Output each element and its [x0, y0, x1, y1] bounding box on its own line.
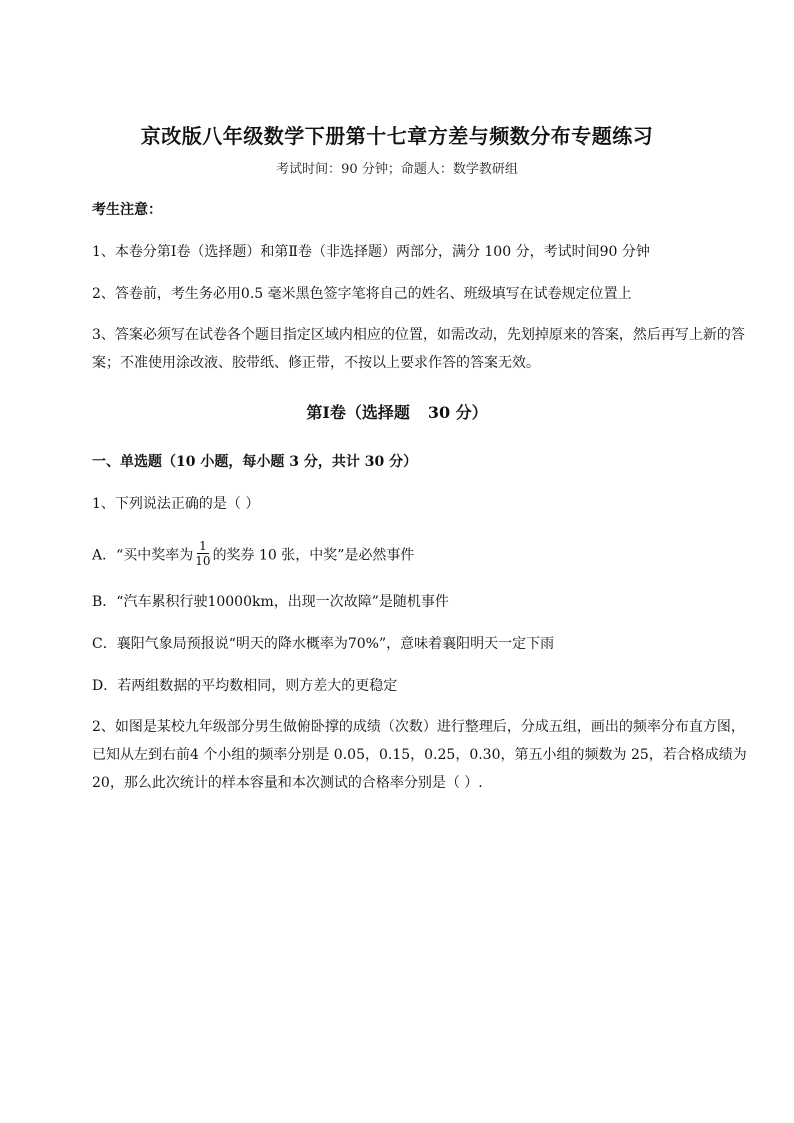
exam-title: 京改版八年级数学下册第十七章方差与频数分布专题练习	[140, 124, 654, 148]
notice-item-3: 3、答案必须写在试卷各个题目指定区域内相应的位置，如需改动，先划掉原来的答案，然后再写上新的答案；不准使用涂改液、胶带纸、修正带，不按以上要求作答的答案无效。	[92, 327, 745, 371]
question-2-stem: 2、如图是某校九年级部分男生做俯卧撑的成绩（次数）进行整理后，分成五组，画出的频率分布直方图，已知从左到右前4 个小组的频率分别是 0.05，0.15，0.25，0.30，第五小组的频数为 25，若合格成绩为 20，那么此次统计的样本容量和本次测试的合格率分别是（ ）.	[92, 719, 747, 791]
section-title	[0, 400, 794, 423]
option-a-text-before: A．“买中奖率为	[92, 547, 194, 564]
question-1-option-b: B．“汽车累积行驶10000km，出现一次故障”是随机事件	[92, 594, 449, 610]
notice-item-1: 1、本卷分第Ⅰ卷（选择题）和第Ⅱ卷（非选择题）两部分，满分 100 分，考试时间90 分钟	[92, 244, 650, 260]
section-title-main: 第Ⅰ卷（选择题	[306, 403, 410, 422]
exam-subtitle: 考试时间：90 分钟；命题人：数学教研组	[276, 162, 518, 177]
part-heading: 一、单选题（10 小题，每小题 3 分，共计 30 分）	[92, 454, 418, 470]
fraction-denominator: 10	[195, 554, 211, 568]
option-a-text-after: 的奖券 10 张，中奖”是必然事件	[212, 547, 415, 564]
section-title-score: 30 分）	[427, 403, 488, 422]
notice-item-2: 2、答卷前，考生务必用0.5 毫米黑色签字笔将自己的姓名、班级填写在试卷规定位置上	[92, 286, 632, 302]
question-1-stem: 1、下列说法正确的是（ ）	[92, 496, 260, 512]
fraction	[194, 539, 211, 568]
question-1-option-d: D．若两组数据的平均数相同，则方差大的更稳定	[92, 678, 398, 694]
question-1-option-a	[92, 541, 752, 570]
question-1-option-c: C．襄阳气象局预报说“明天的降水概率为70%”，意味着襄阳明天一定下雨	[92, 636, 555, 652]
fraction-numerator: 1	[199, 539, 207, 553]
notice-heading: 考生注意：	[92, 202, 162, 218]
